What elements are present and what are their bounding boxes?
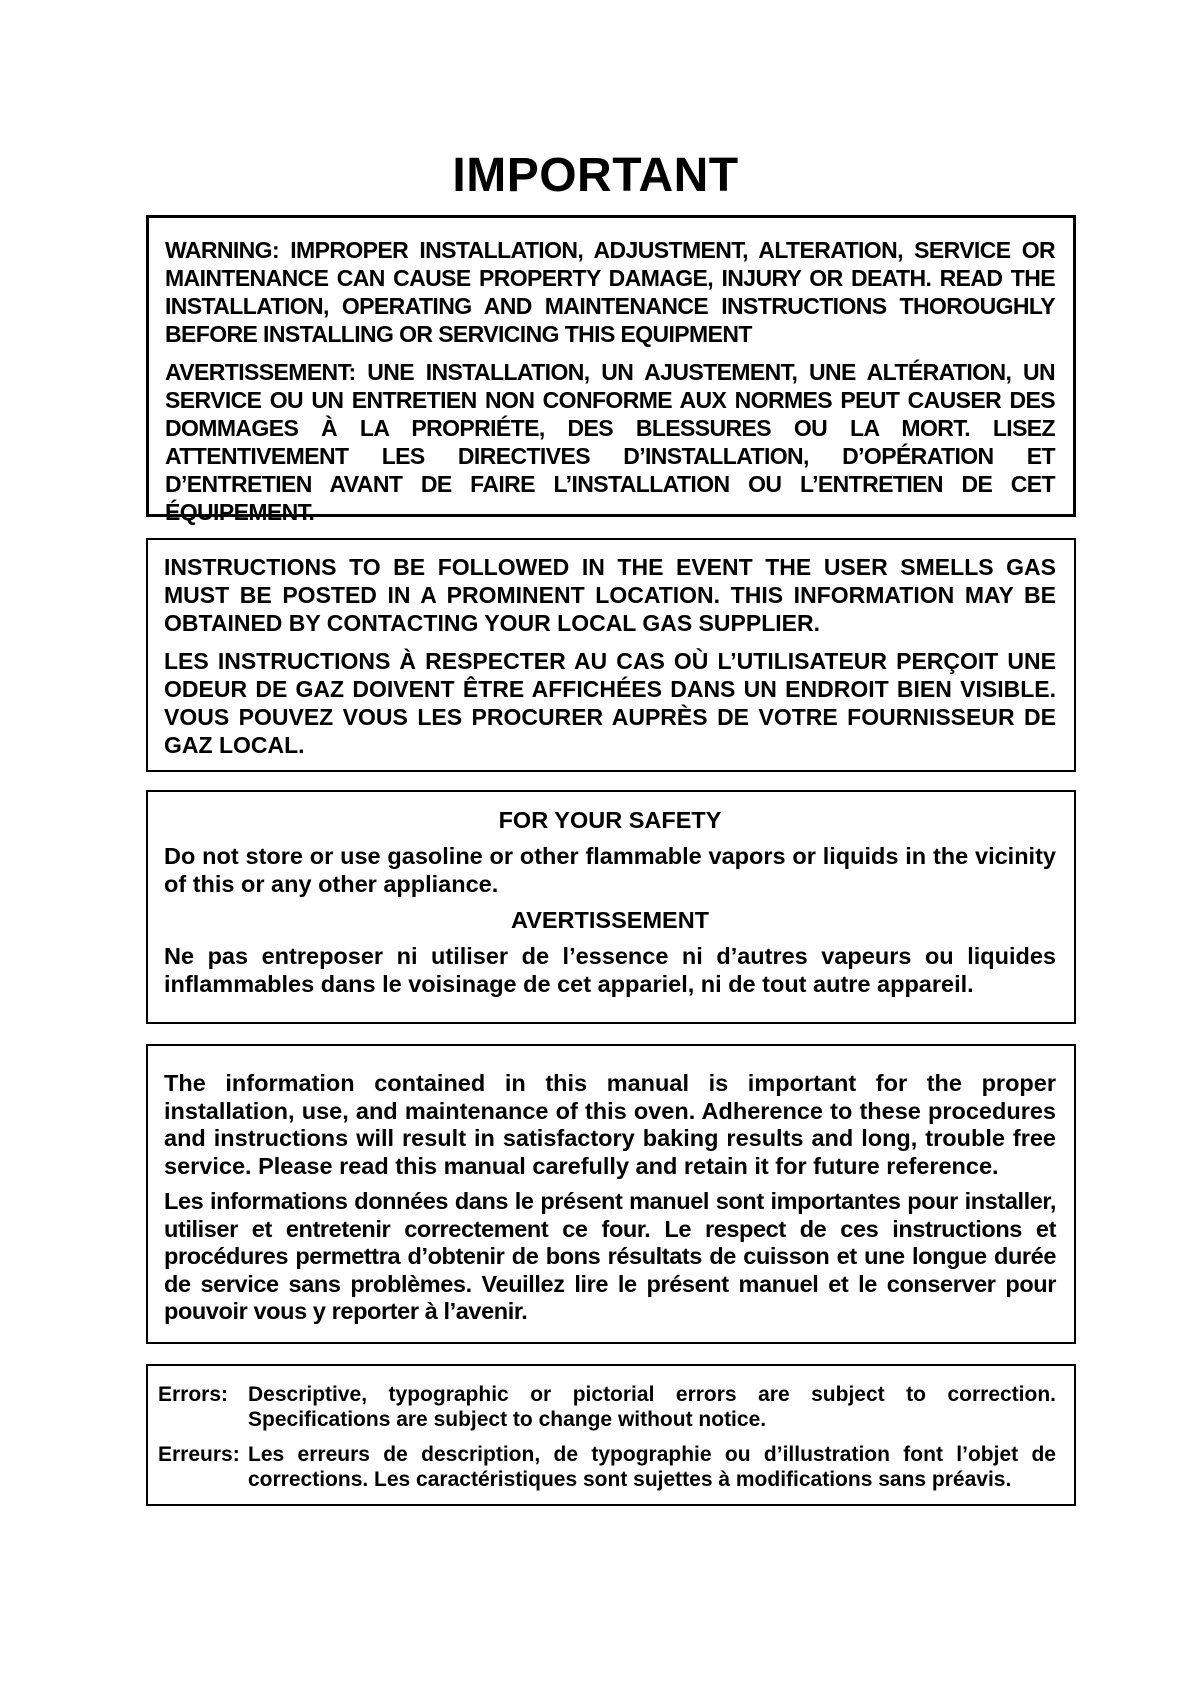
gas-instructions-english: INSTRUCTIONS TO BE FOLLOWED IN THE EVENT THE USER SMELLS GAS MUST BE POSTED IN A PROMINENT LOCATION. THIS INFORMATION MAY BE OBTAINED BY CONTACTING YOUR LOCAL GAS SUPPLIER. bbox=[164, 554, 1056, 636]
safety-heading-french: AVERTISSEMENT bbox=[510, 907, 710, 933]
safety-text-french: Ne pas entreposer ni utiliser de l’essence ni d’autres vapeurs ou liquides inflammables dans le voisinage de cet appariel, ni de tout autre appareil. bbox=[164, 943, 1056, 997]
safety-text-english: Do not store or use gasoline or other flammable vapors or liquids in the vicinity of this or any other appliance. bbox=[164, 843, 1056, 897]
errors-label-english: Errors: bbox=[158, 1383, 229, 1406]
safety-box bbox=[146, 790, 1076, 1024]
warning-text-english: WARNING: IMPROPER INSTALLATION, ADJUSTMENT, ALTERATION, SERVICE OR MAINTENANCE CAN CAUSE PROPERTY DAMAGE, INJURY OR DEATH. READ THE INSTALLATION, OPERATING AND MAINTENANCE INSTRUCTIONS THOROUGHLY BEFORE INSTALLING OR SERVICING THIS EQUIPMENT bbox=[165, 237, 1055, 347]
manual-info-box bbox=[146, 1044, 1076, 1344]
safety-heading-english: FOR YOUR SAFETY bbox=[498, 807, 722, 833]
warning-text-french: AVERTISSEMENT: UNE INSTALLATION, UN AJUSTEMENT, UNE ALTÉRATION, UN SERVICE OU UN ENTRETIEN NON CONFORME AUX NORMES PEUT CAUSER DES DOMMAGES À LA PROPRIÉTE, DES BLESSURES OU LA MORT. LISEZ ATTENTIVEMENT LES DIRECTIVES D’INSTALLATION, D’OPÉRATION ET D’ENTRETIEN AVANT DE FAIRE L’INSTALLATION OU L’ENTRETIEN DE CET ÉQUIPEMENT. bbox=[165, 359, 1055, 525]
gas-instructions-french: LES INSTRUCTIONS À RESPECTER AU CAS OÙ L’UTILISATEUR PERÇOIT UNE ODEUR DE GAZ DOIVENT ÊTRE AFFICHÉES DANS UN ENDROIT BIEN VISIBLE. VOUS POUVEZ VOUS LES PROCURER AUPRÈS DE VOTRE FOURNISSEUR DE GAZ LOCAL. bbox=[164, 648, 1056, 758]
errors-text-english: Descriptive, typographic or pictorial errors are subject to correction. Specifications are subject to change without notice. bbox=[248, 1383, 1056, 1431]
errors-text-french: Les erreurs de description, de typographie ou d’illustration font l’objet de corrections. Les caractéristiques sont sujettes à modifications sans préavis. bbox=[248, 1443, 1056, 1491]
warning-box bbox=[146, 215, 1076, 525]
manual-info-english: The information contained in this manual is important for the proper installation, use, and maintenance of this oven. Adherence to these procedures and instructions will result in satisfactory baking results and long, trouble free service. Please read this manual carefully and retain it for future reference. bbox=[164, 1070, 1056, 1179]
errors-label-french: Erreurs: bbox=[158, 1443, 240, 1466]
page-title: IMPORTANT bbox=[452, 149, 739, 202]
errors-row-french bbox=[158, 1442, 1056, 1492]
manual-info-french: Les informations données dans le présent manuel sont importantes pour installer, utiliser et entretenir correctement ce four. Le respect de ces instructions et procédures permettra d’obtenir de bons résultats de cuisson et une longue durée de service sans problèmes. Veuillez lire le présent manuel et le conserver pour pouvoir vous y reporter à l’avenir. bbox=[164, 1188, 1056, 1324]
errors-row-english bbox=[158, 1382, 1056, 1432]
errors-box bbox=[146, 1364, 1076, 1506]
gas-instructions-box bbox=[146, 538, 1076, 772]
